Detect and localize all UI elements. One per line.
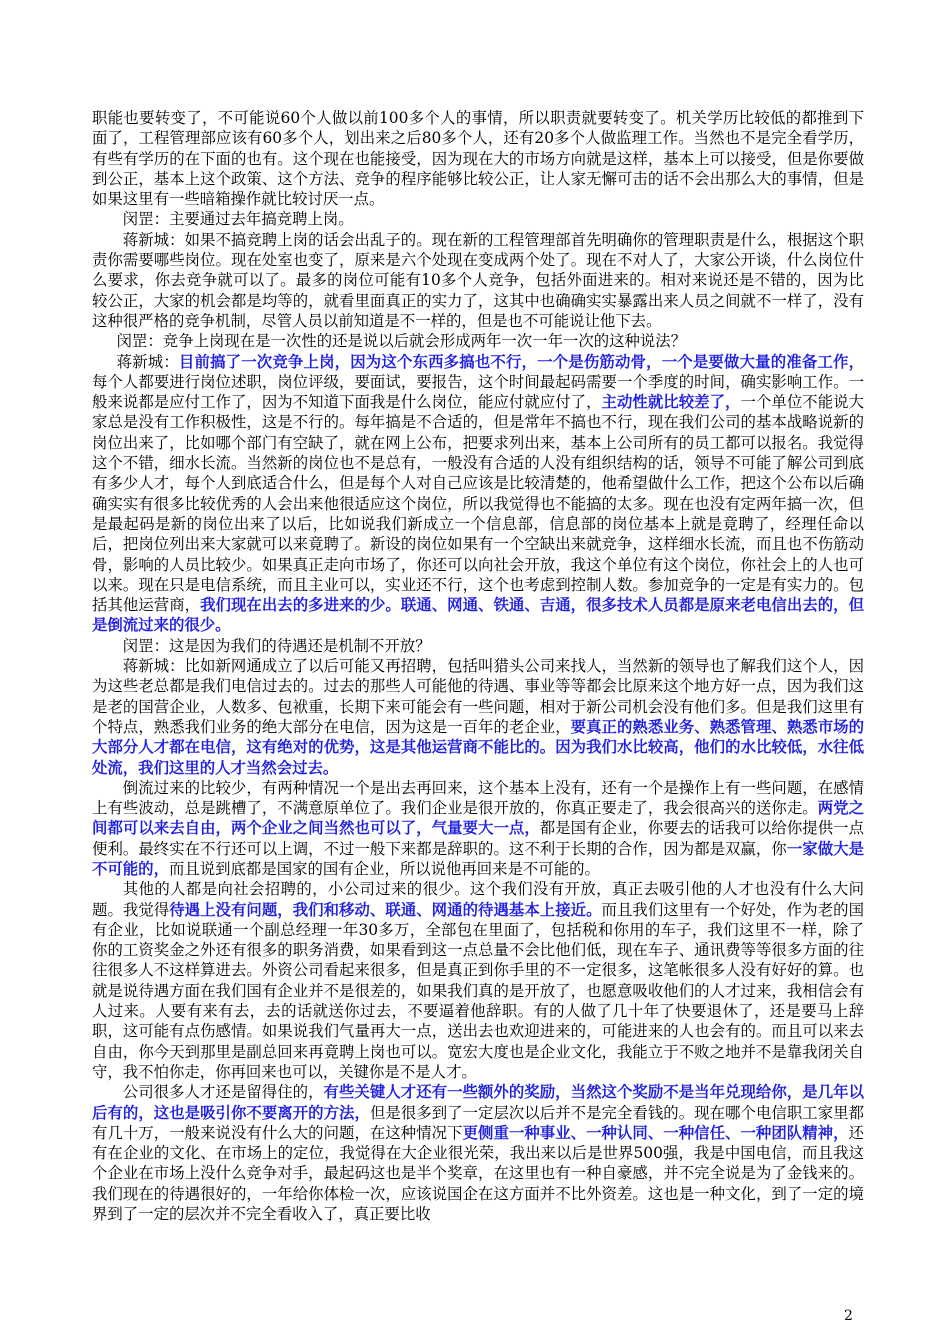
highlighted-text: 一家做大是不可能的，	[92, 839, 864, 878]
text-run: 闵罡：这是因为我们的待遇还是机制不开放？	[122, 636, 431, 655]
text-run: 而且说到底都是国家的国有企业，所以说他再回来是不可能的。	[168, 859, 600, 878]
paragraph	[92, 636, 864, 656]
text-run: 公司很多人才还是留得住的，	[122, 1083, 324, 1102]
paragraph	[92, 331, 864, 351]
paragraph	[92, 352, 864, 636]
highlighted-text: 我们现在出去的多进来的少。联通、网通、铁通、吉通，很多技术人员都是原来老电信出去的，但是倒流过来的很少。	[92, 596, 864, 635]
page-number: 2	[844, 1308, 853, 1324]
text-run: 其他的人都是向社会招聘的，小公司过来的很少。这个我们没有开放，真正去吸引他的人才也没有什么大问题。我觉得	[92, 880, 864, 919]
paragraph	[92, 209, 864, 229]
text-run: 都是国有企业，你要去的话我可以给你提供一点便利。最终实在不行还可以上调，不过一般下来都是辞职的。这不利于长期的合作，因为都是双赢，你	[92, 819, 864, 858]
highlighted-text: 目前搞了一次竞争上岗，因为这个东西多搞也不行，一个是伤筋动骨，一个是要做大量的准备工作，	[178, 352, 864, 371]
paragraph	[92, 1082, 864, 1224]
paragraph	[92, 879, 864, 1082]
highlighted-text: 两党之间都可以来去自由，两个企业之间当然也可以了，气量要大一点，	[92, 799, 864, 838]
highlighted-text: 更侧重一种事业、一种认同、一种信任、一种团队精神，	[462, 1123, 849, 1142]
text-run: 倒流过来的比较少，有两种情况一个是出去再回来，这个基本上没有，还有一个是操作上有一些问题，在感情上有些波动，总是跳槽了，不满意原单位了。我们企业是很开放的，你真正要走了，我会很高兴的送你走。	[92, 778, 864, 818]
text-run: 闵罡：竞争上岗现在是一次性的还是说以后就会形成两年一次一年一次的这种说法？	[116, 332, 687, 351]
text-run: 而且我们这里有一个好处，作为老的国有企业，比如说联通一个副总经理一年30多万，全部包在里面了，包括税和你用的车子，我们这里不一样，除了你的工资奖金之外还有很多的职务消费，如果看到这一点总量不会比他们低，现在车子、通讯费等等很多方面的往往很多人不这样算进去。外资公司看起来很多，但是真正到你手里的不一定很多，这笔帐很多人没有好好的算。也就是说待遇方面在我们国有企业并不是很差的，如果我们真的是开放了，也愿意吸收他们的人才过来，我相信会有人过来。人要有来有去，去的话就送你过去，不要逼着他辞职。有的人做了几十年了快要退休了，还是要马上辞职，这可能有点伤感情。如果说我们气量再大一点，送出去也欢迎进来的，可能进来的人也会有的。而且可以来去自由，你今天到那里是副总回来再竟聘上岗也可以。宽宏大度也是企业文化，我能立于不败之地并不是靠我闭关自守，我不怕你走，你再回来也可以，关键你是不是人才。	[92, 900, 864, 1081]
text-run: 闵罡：主要通过去年搞竞聘上岗。	[122, 210, 354, 229]
highlighted-text: 主动性就比较差了，	[601, 393, 741, 412]
text-run: 职能也要转变了，不可能说60个人做以前100多个人的事情，所以职责就要转变了。机关学历比较低的都推到下面了，工程管理部应该有60多个人，划出来之后80多个人，还有20多个人做监理工作。当然也不是完全看学历，有些有学历的在下面的也有。这个现在也能接受，因为现在大的市场方向就是这样，基本上可以接受，但是你要做到公正，基本上这个政策、这个方法、竞争的程序能够比较公正，让人家无懈可击的话不会出那么大的事情，但是如果这里有一些暗箱操作就比较讨厌一点。	[92, 109, 864, 209]
text-run: 蒋新城：如果不搞竞聘上岗的话会出乱子的。现在新的工程管理部首先明确你的管理职责是什么，根据这个职责你需要哪些岗位。现在处室也变了，原来是六个处现在变成两个处了。现在不对人了，大家公开谈，什么岗位什么要求，你去竞争就可以了。最多的岗位可能有10多个人竞争，包括外面进来的。相对来说还是不错的，因为比较公正，大家的机会都是均等的，就看里面真正的实力了，这其中也确确实实暴露出来人员之间就不一样了，没有这种很严格的竞争机制，尽管人员以前知道是不一样的，但是也不可能说让他下去。	[92, 230, 864, 330]
text-run: 每个人都要进行岗位述职，岗位评级，要面试，要报告，这个时间最起码需要一个季度的时间，确实影响工作。一般来说都是应付工作了，因为不知道下面我是什么岗位，能应付就应付了，	[92, 372, 864, 412]
highlighted-text: 有些关键人才还有一些额外的奖励，当然这个奖励不是当年兑现给你，是几年以后有的，这也是吸引你不要离开的方法，	[92, 1083, 864, 1122]
paragraph	[92, 656, 864, 778]
highlighted-text: 要真正的熟悉业务、熟悉管理、熟悉市场的大部分人才都在电信，这有绝对的优势，这是其他运营商不能比的。因为我们水比较高，他们的水比较低，水往低处流，我们这里的人才当然会过去。	[92, 717, 864, 777]
document-body	[92, 108, 864, 1224]
paragraph	[92, 778, 864, 879]
text-run: 但是很多到了一定层次以后并不是完全看钱的。现在哪个电信职工家里都有几十万，一般来说没有什么大的问题，在这种情况下	[92, 1103, 864, 1142]
paragraph	[92, 108, 864, 209]
text-run: 蒋新城：比如新网通成立了以后可能又再招聘，包括叫猎头公司来找人，当然新的领导也了解我们这个人，因为这些老总都是我们电信过去的。过去的那些人可能他的待遇、事业等等都会比原来这个地方好一点，因为我们这是老的国营企业，人数多、包袱重，长期下来可能会有一些问题，相对于新公司机会没有他们多。但是我们这里有个特点，熟悉我们业务的绝大部分在电信，因为这是一百年的老企业，	[92, 657, 864, 736]
paragraph	[92, 230, 864, 331]
text-run: 一个单位不能说大家总是没有工作积极性，这是不行的。每年搞是不合适的，但是常年不搞也不行，现在我们公司的基本战略说新的岗位出来了，比如哪个部门有空缺了，就在网上公布，把要求列出来，基本上公司所有的员工都可以报名。我觉得这个不错，细水长流。当然新的岗位也不是总有，一般没有合适的人没有组织结构的话，领导不可能了解公司到底有多少人才，每个人到底适合什么，但是每个人对自己应该是比较清楚的，他希望做什么工作，把这个公布以后确确实实有很多比较优秀的人会出来他很适应这个岗位，所以我觉得也不能搞的太多。现在也没有定两年搞一次，但是最起码是新的岗位出来了以后，比如说我们新成立一个信息部，信息部的岗位基本上就是竟聘了，经理任命以后，把岗位列出来大家就可以来竟聘了。新设的岗位如果有一个空缺出来就竞争，这样细水长流，而且也不伤筋动骨，影响的人员比较少。如果真正走向市场了，你还可以向社会开放，我这个单位有这个岗位，你社会上的人也可以来。现在只是电信系统，而且主业可以，实业还不行，这个也考虑到控制人数。参加竞争的一定是有实力的。包括其他运营商，	[92, 393, 864, 615]
text-run: 还有在企业的文化、在市场上的定位，我觉得在大企业很光荣，我出来以后是世界500强，我是中国电信，而且我这个企业在市场上没什么竞争对手，最起码这也是半个奖章，在这里也有一种自豪感，并不完全说是为了金钱来的。我们现在的待遇很好的，一年给你体检一次，应该说国企在这方面并不比外资差。这也是一种文化，到了一定的境界到了一定的层次并不完全看收入了，真正要比收	[92, 1123, 864, 1224]
highlighted-text: 待遇上没有问题，我们和移动、联通、网通的待遇基本上接近。	[169, 900, 602, 919]
text-run: 蒋新城：	[116, 352, 179, 371]
